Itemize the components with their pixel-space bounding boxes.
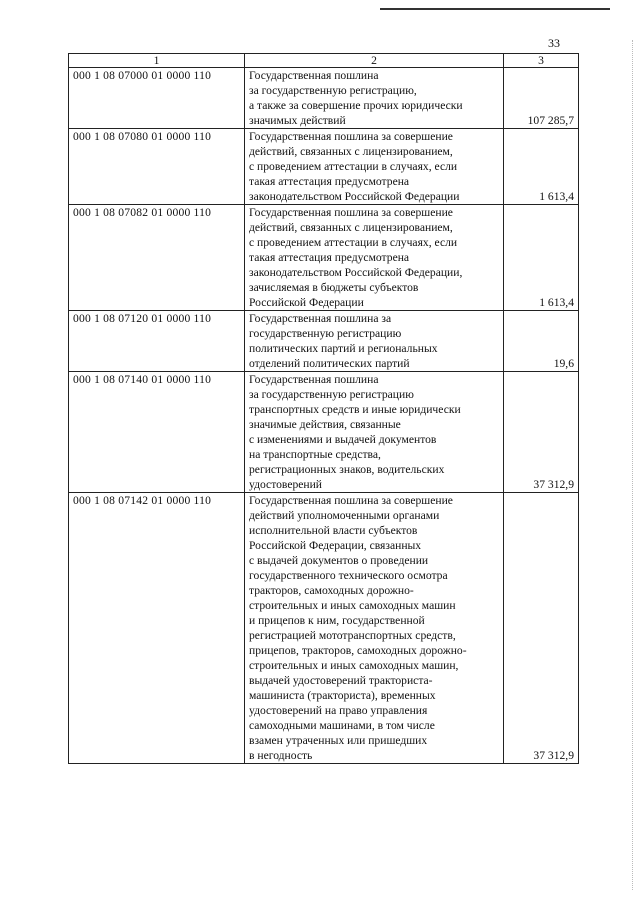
- scan-edge: [632, 40, 634, 890]
- table-row: [69, 205, 579, 311]
- table-row: [69, 68, 579, 129]
- revenue-description: Государственная пошлина за совершение действий, связанных с лицензированием, с проведением аттестации в случаях, если такая аттестация предусмотрена законодательством Российской Федерации: [245, 129, 504, 205]
- page-number: 33: [548, 36, 560, 50]
- table-row: [69, 311, 579, 372]
- table-row: [69, 372, 579, 493]
- revenue-description: Государственная пошлина за совершение действий уполномоченными органами исполнительной власти субъектов Российской Федерации, связанных с выдачей документов о проведении государственного технического осмотра тракторов, самоходных дорожно- строительных и иных самоходных машин и прицепов к ним, государственной регистрацией мототранспортных средств, прицепов, тракторов, самоходных дорожно- строительных и иных самоходных машин, выдачей удостоверений тракториста- машиниста (тракториста), временных удостоверений на право управления самоходными машинами, в том числе взамен утраченных или пришедших в негодность: [245, 493, 504, 764]
- classification-code: 000 1 08 07000 01 0000 110: [69, 68, 245, 129]
- table-header-row: [69, 54, 579, 68]
- column-header-2: 2: [245, 54, 504, 68]
- table-row: [69, 129, 579, 205]
- amount: 19,6: [504, 311, 579, 372]
- amount: 37 312,9: [504, 372, 579, 493]
- revenue-description: Государственная пошлина за государственную регистрацию, а также за совершение прочих юридически значимых действий: [245, 68, 504, 129]
- classification-code: 000 1 08 07142 01 0000 110: [69, 493, 245, 764]
- classification-code: 000 1 08 07080 01 0000 110: [69, 129, 245, 205]
- amount: 1 613,4: [504, 205, 579, 311]
- classification-code: 000 1 08 07082 01 0000 110: [69, 205, 245, 311]
- amount: 107 285,7: [504, 68, 579, 129]
- revenue-description: Государственная пошлина за государственную регистрацию политических партий и региональных отделений политических партий: [245, 311, 504, 372]
- top-rule: [380, 8, 610, 10]
- column-header-3: 3: [504, 54, 579, 68]
- classification-code: 000 1 08 07120 01 0000 110: [69, 311, 245, 372]
- amount: 1 613,4: [504, 129, 579, 205]
- table-row: [69, 493, 579, 764]
- revenue-description: Государственная пошлина за государственную регистрацию транспортных средств и иные юридически значимые действия, связанные с изменениями и выдачей документов на транспортные средства, регистрационных знаков, водительских удостоверений: [245, 372, 504, 493]
- classification-code: 000 1 08 07140 01 0000 110: [69, 372, 245, 493]
- amount: 37 312,9: [504, 493, 579, 764]
- revenue-description: Государственная пошлина за совершение действий, связанных с лицензированием, с проведением аттестации в случаях, если такая аттестация предусмотрена законодательством Российской Федерации, зачисляемая в бюджеты субъектов Российской Федерации: [245, 205, 504, 311]
- budget-table: [68, 53, 579, 764]
- column-header-1: 1: [69, 54, 245, 68]
